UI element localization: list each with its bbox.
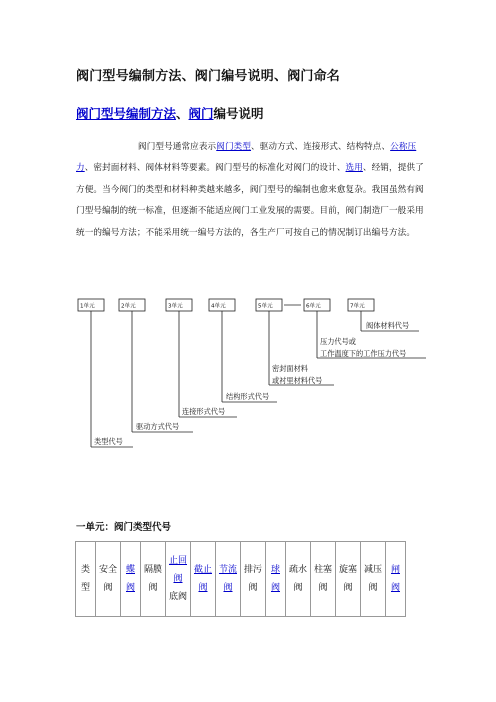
table-cell[interactable]	[216, 542, 241, 617]
para-text-3: 、密封面材料、阀体材料等要素。阀门型号的标准化对阀门的设计、	[84, 163, 346, 174]
body-material-label: 阀体材料代号	[366, 321, 410, 330]
page-title: 阀门型号编制方法、阀门编号说明、阀门命名	[76, 69, 341, 84]
cell-text[interactable]: 截止	[193, 565, 212, 575]
cell-text[interactable]: 阀	[125, 583, 135, 593]
connection-code-label: 连接形式代号	[182, 407, 226, 416]
table-cell	[311, 542, 336, 617]
cell-text[interactable]: 止回	[168, 556, 187, 566]
table-row	[76, 542, 406, 617]
unit-label-7: 7单元	[350, 303, 365, 310]
unit-label-1: 1单元	[80, 303, 95, 310]
cell-text: 阀	[368, 583, 378, 593]
table-cell[interactable]	[266, 542, 286, 617]
cell-text: 阀	[343, 583, 353, 593]
cell-text: 柱塞	[313, 565, 332, 575]
table-cell[interactable]	[166, 542, 191, 617]
cell-text[interactable]: 阀	[198, 583, 208, 593]
cell-text: 型	[80, 583, 90, 593]
cell-text: 隔膜	[143, 565, 162, 575]
table-cell[interactable]	[386, 542, 406, 617]
cell-text: 减压	[363, 565, 382, 575]
table-cell	[286, 542, 311, 617]
cell-text: 类	[80, 565, 90, 575]
cell-text[interactable]: 阀	[223, 583, 233, 593]
seal-material-line1: 密封面材料	[272, 364, 308, 373]
structure-code-label: 结构形式代号	[226, 392, 270, 401]
cell-text: 排污	[243, 565, 262, 575]
table-cell	[241, 542, 266, 617]
valve-type-table	[75, 541, 406, 617]
table-cell[interactable]	[191, 542, 216, 617]
pressure-label-line1: 压力代号或	[320, 337, 356, 346]
cell-text: 阀	[318, 583, 328, 593]
table-cell	[76, 542, 96, 617]
cell-text: 安全	[98, 565, 117, 575]
para-text-4: 、经销，提供了方便。当今阀门的类型和材料种类越来越多，阀门型号的编制也愈来愈复杂。我国虽然有阀门型号编制的统一标准，但逐渐不能适应阀门工业发展的需要。目前，阀门制造厂一般采用统一的编号方法；不能采用统一编号方法的，各生产厂可按自己的情况制订出编号方法。	[76, 163, 424, 238]
cell-text[interactable]: 节流	[218, 565, 237, 575]
cell-text: 疏水	[288, 565, 307, 575]
table-cell	[361, 542, 386, 617]
subtitle-separator: 、	[176, 106, 189, 121]
section-heading: 一单元：阀门类型代号	[76, 522, 172, 533]
cell-text: 阀	[103, 583, 113, 593]
unit-label-6: 6单元	[306, 303, 321, 310]
type-code-label: 类型代号	[94, 437, 123, 446]
cell-text[interactable]: 闸	[390, 565, 400, 575]
unit-label-5: 5单元	[258, 303, 273, 310]
cell-text: 阀	[248, 583, 258, 593]
unit-label-4: 4单元	[211, 303, 226, 310]
pressure-label-line2: 工作温度下的工作压力代号	[320, 349, 407, 358]
valve-link[interactable]: 阀门	[188, 106, 214, 121]
cell-text[interactable]: 球	[270, 565, 280, 575]
subtitle-rest: 编号说明	[213, 106, 264, 121]
valve-type-link[interactable]: 阀门类型	[216, 142, 252, 152]
cell-text[interactable]: 阀	[270, 583, 280, 593]
unit-label-3: 3单元	[168, 303, 183, 310]
cell-text: 阀	[148, 583, 158, 593]
nominal-pressure-link[interactable]: 公称压力	[76, 142, 417, 174]
cell-text[interactable]: 蝶	[125, 565, 135, 575]
drive-code-label: 驱动方式代号	[136, 422, 180, 431]
cell-text[interactable]: 阀	[390, 583, 400, 593]
table-cell	[336, 542, 361, 617]
table-cell	[141, 542, 166, 617]
cell-text: 底阀	[168, 592, 187, 602]
unit-label-2: 2单元	[121, 303, 136, 310]
para-text-2: 、驱动方式、连接形式、结构特点、	[251, 142, 391, 152]
cell-text[interactable]: 阀	[173, 574, 183, 584]
selection-link[interactable]: 选用	[345, 163, 363, 174]
valve-model-method-link[interactable]: 阀门型号编制方法	[76, 106, 177, 121]
table-cell[interactable]	[121, 542, 141, 617]
cell-text: 阀	[293, 583, 303, 593]
table-cell	[96, 542, 121, 617]
para-text-1: 阀门型号通常应表示	[138, 142, 217, 152]
seal-material-line2: 或衬里材料代号	[272, 376, 323, 385]
cell-text: 旋塞	[338, 565, 357, 575]
